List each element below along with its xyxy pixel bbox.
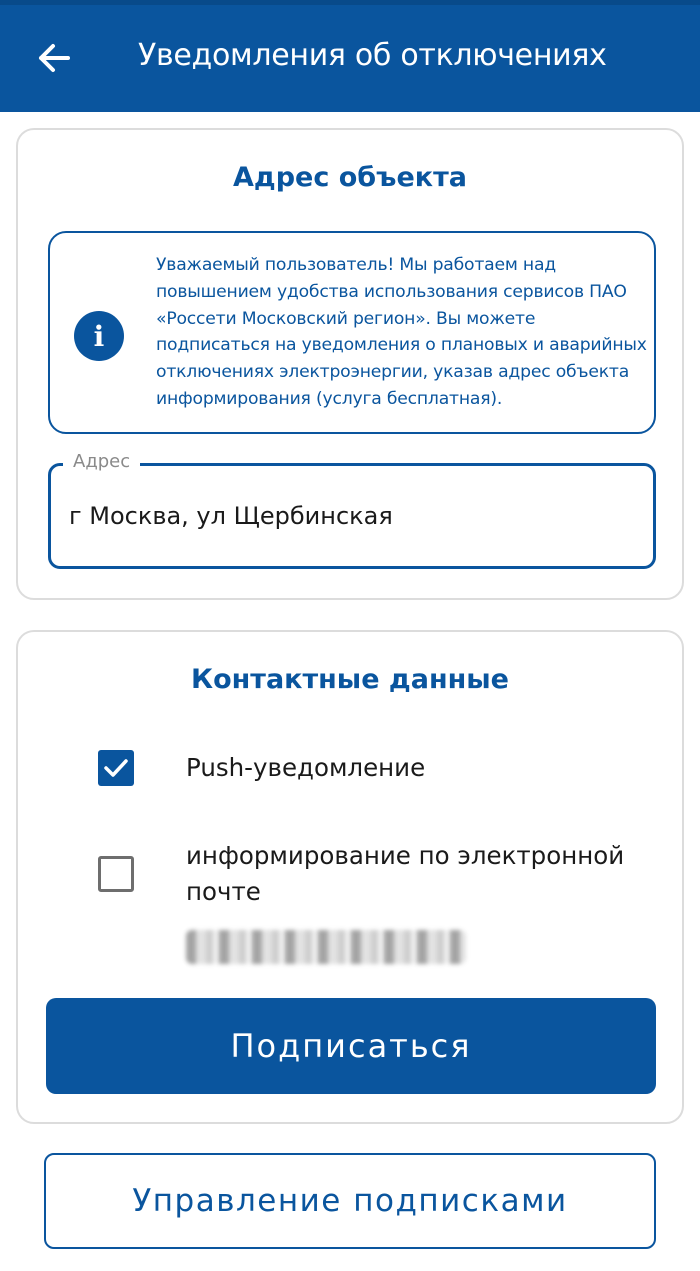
address-field-label: Адрес	[63, 450, 140, 474]
address-input[interactable]	[69, 496, 629, 536]
address-field[interactable]	[48, 451, 656, 569]
contacts-card	[16, 630, 684, 1124]
info-icon: i	[74, 311, 124, 361]
push-notification-option[interactable]	[98, 750, 658, 790]
info-notice-text: Уважаемый пользователь! Мы работаем над повышением удобства использования сервисов ПАО «Россети Московский регион». Вы можете подписаться на уведомления о плановых и аварийных отключениях электроэнергии, указав адрес объекта информирования (услуга бесплатная).	[156, 255, 647, 409]
info-notice	[48, 231, 656, 434]
email-notification-option[interactable]	[98, 838, 658, 918]
email-checkbox[interactable]	[98, 856, 134, 892]
push-checkbox[interactable]	[98, 750, 134, 786]
check-icon	[98, 750, 134, 786]
masked-email-address	[186, 930, 466, 964]
push-option-label: Push-уведомление	[186, 753, 426, 782]
app-bar	[0, 0, 700, 112]
address-section-title: Адрес объекта	[233, 162, 467, 193]
subscribe-button[interactable]: Подписаться	[46, 998, 656, 1094]
status-strip	[0, 0, 700, 5]
page-title: Уведомления об отключениях	[138, 38, 607, 73]
contacts-section-title: Контактные данные	[191, 664, 509, 695]
arrow-left-icon	[37, 43, 71, 73]
email-option-label: информирование по электронной почте	[186, 841, 625, 906]
address-card	[16, 128, 684, 600]
manage-subscriptions-button[interactable]: Управление подписками	[44, 1153, 656, 1249]
back-button[interactable]	[28, 34, 80, 82]
